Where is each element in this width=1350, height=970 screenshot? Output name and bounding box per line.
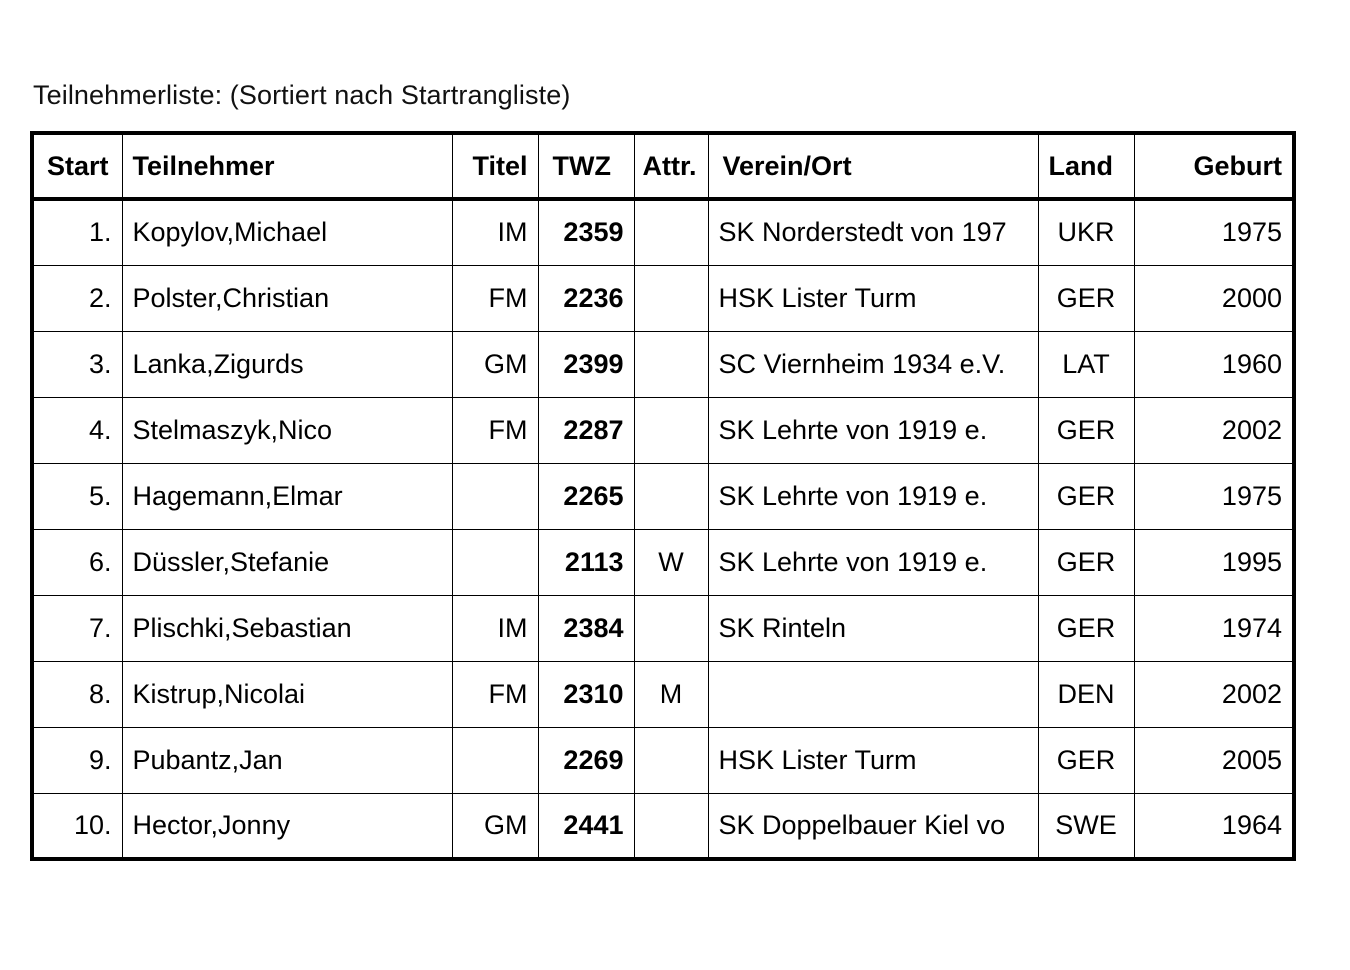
cell-name: Hagemann,Elmar — [122, 463, 452, 529]
table-row — [32, 661, 1294, 727]
cell-club: SK Lehrte von 1919 e. — [708, 397, 1038, 463]
cell-land: LAT — [1038, 331, 1134, 397]
cell-name: Plischki,Sebastian — [122, 595, 452, 661]
column-header-born: Geburt — [1134, 133, 1294, 199]
cell-start: 8. — [32, 661, 122, 727]
cell-born: 2005 — [1134, 727, 1294, 793]
cell-attr — [634, 727, 708, 793]
column-header-name: Teilnehmer — [122, 133, 452, 199]
cell-land: DEN — [1038, 661, 1134, 727]
cell-attr: W — [634, 529, 708, 595]
cell-club: SK Lehrte von 1919 e. — [708, 529, 1038, 595]
cell-name: Polster,Christian — [122, 265, 452, 331]
cell-club: HSK Lister Turm — [708, 265, 1038, 331]
cell-attr — [634, 463, 708, 529]
column-header-twz: TWZ — [538, 133, 634, 199]
cell-title: FM — [452, 397, 538, 463]
column-header-land: Land — [1038, 133, 1134, 199]
cell-title: FM — [452, 265, 538, 331]
table-row — [32, 595, 1294, 661]
table-row — [32, 331, 1294, 397]
cell-title — [452, 529, 538, 595]
column-header-start: Start — [32, 133, 122, 199]
table-row — [32, 529, 1294, 595]
cell-land: GER — [1038, 463, 1134, 529]
cell-club: HSK Lister Turm — [708, 727, 1038, 793]
cell-twz: 2269 — [538, 727, 634, 793]
cell-twz: 2359 — [538, 199, 634, 265]
table-row — [32, 397, 1294, 463]
cell-born: 1974 — [1134, 595, 1294, 661]
table-row — [32, 727, 1294, 793]
table-header-row — [32, 133, 1294, 199]
cell-twz: 2113 — [538, 529, 634, 595]
cell-start: 6. — [32, 529, 122, 595]
cell-twz: 2384 — [538, 595, 634, 661]
cell-club: SK Doppelbauer Kiel vo — [708, 793, 1038, 859]
cell-start: 4. — [32, 397, 122, 463]
cell-title: GM — [452, 793, 538, 859]
column-header-club: Verein/Ort — [708, 133, 1038, 199]
cell-title — [452, 727, 538, 793]
cell-born: 1995 — [1134, 529, 1294, 595]
table-row — [32, 265, 1294, 331]
cell-start: 1. — [32, 199, 122, 265]
cell-attr — [634, 265, 708, 331]
cell-twz: 2287 — [538, 397, 634, 463]
cell-name: Stelmaszyk,Nico — [122, 397, 452, 463]
cell-land: GER — [1038, 529, 1134, 595]
cell-title: IM — [452, 595, 538, 661]
table-row — [32, 199, 1294, 265]
cell-born: 1960 — [1134, 331, 1294, 397]
cell-land: GER — [1038, 595, 1134, 661]
cell-land: GER — [1038, 265, 1134, 331]
cell-born: 2002 — [1134, 397, 1294, 463]
table-body — [32, 199, 1294, 859]
cell-attr — [634, 793, 708, 859]
cell-attr — [634, 199, 708, 265]
cell-start: 3. — [32, 331, 122, 397]
column-header-attr: Attr. — [634, 133, 708, 199]
cell-born: 2000 — [1134, 265, 1294, 331]
cell-name: Pubantz,Jan — [122, 727, 452, 793]
cell-born: 1975 — [1134, 199, 1294, 265]
cell-name: Lanka,Zigurds — [122, 331, 452, 397]
cell-land: SWE — [1038, 793, 1134, 859]
cell-title: IM — [452, 199, 538, 265]
cell-attr: M — [634, 661, 708, 727]
cell-start: 7. — [32, 595, 122, 661]
page-title: Teilnehmerliste: (Sortiert nach Startrangliste) — [33, 80, 571, 110]
cell-club — [708, 661, 1038, 727]
cell-twz: 2310 — [538, 661, 634, 727]
cell-land: GER — [1038, 727, 1134, 793]
cell-twz: 2236 — [538, 265, 634, 331]
cell-twz: 2265 — [538, 463, 634, 529]
cell-name: Hector,Jonny — [122, 793, 452, 859]
cell-born: 1975 — [1134, 463, 1294, 529]
table-header — [32, 133, 1294, 199]
cell-title: FM — [452, 661, 538, 727]
cell-twz: 2441 — [538, 793, 634, 859]
cell-attr — [634, 397, 708, 463]
cell-born: 1964 — [1134, 793, 1294, 859]
cell-title — [452, 463, 538, 529]
cell-name: Kistrup,Nicolai — [122, 661, 452, 727]
cell-title: GM — [452, 331, 538, 397]
cell-land: UKR — [1038, 199, 1134, 265]
participant-table — [30, 131, 1296, 861]
table-row — [32, 463, 1294, 529]
cell-start: 10. — [32, 793, 122, 859]
cell-club: SC Viernheim 1934 e.V. — [708, 331, 1038, 397]
cell-start: 9. — [32, 727, 122, 793]
cell-land: GER — [1038, 397, 1134, 463]
cell-club: SK Lehrte von 1919 e. — [708, 463, 1038, 529]
cell-twz: 2399 — [538, 331, 634, 397]
cell-attr — [634, 595, 708, 661]
cell-club: SK Norderstedt von 197 — [708, 199, 1038, 265]
cell-attr — [634, 331, 708, 397]
cell-club: SK Rinteln — [708, 595, 1038, 661]
cell-name: Kopylov,Michael — [122, 199, 452, 265]
cell-name: Düssler,Stefanie — [122, 529, 452, 595]
cell-start: 2. — [32, 265, 122, 331]
participant-table-container — [30, 131, 1292, 861]
cell-born: 2002 — [1134, 661, 1294, 727]
cell-start: 5. — [32, 463, 122, 529]
table-row — [32, 793, 1294, 859]
column-header-title: Titel — [452, 133, 538, 199]
